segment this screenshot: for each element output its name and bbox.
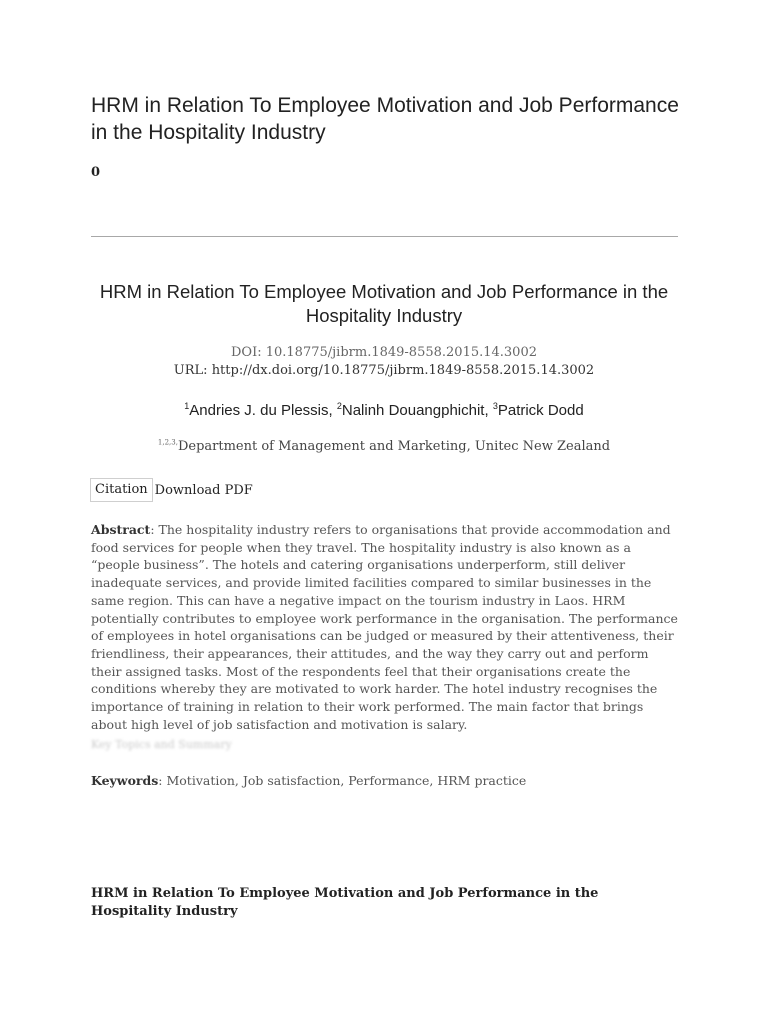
keywords-label: Keywords — [91, 773, 159, 788]
faded-text: Key Topics and Summary — [91, 738, 232, 751]
abstract-label: Abstract — [91, 522, 151, 537]
author-1-marker: 1 — [184, 401, 190, 411]
author-3-marker: 3 — [492, 401, 498, 411]
keywords-colon: : — [158, 773, 167, 788]
author-list — [70, 401, 698, 421]
abstract — [91, 521, 681, 733]
citation-button[interactable]: Citation — [90, 478, 153, 502]
doi-line — [70, 344, 698, 362]
paper-title: HRM in Relation To Employee Motivation and Job Performance in the Hospitality Industry — [99, 281, 669, 326]
section-heading: HRM in Relation To Employee Motivation and Job Performance in the Hospitality Industry — [91, 886, 599, 919]
count-label: 0 — [91, 165, 101, 180]
doi-block — [70, 344, 698, 380]
url-line — [70, 362, 698, 380]
author-1-name: Andries J. du Plessis — [189, 402, 329, 419]
author-2-marker: 2 — [336, 401, 342, 411]
document-title: HRM in Relation To Employee Motivation and Job Performance in the Hospitality Industry — [91, 94, 679, 144]
author-3-name: Patrick Dodd — [497, 402, 584, 419]
author-2-name: Nalinh Douangphichit — [341, 402, 485, 419]
affiliation-text: Department of Management and Marketing, Unitec New Zealand — [177, 439, 611, 454]
abstract-colon: : — [150, 522, 159, 537]
doi-value: 10.18775/jibrm.1849-8558.2015.14.3002 — [265, 345, 537, 360]
url-label: URL: — [173, 363, 208, 378]
divider — [91, 236, 678, 237]
keywords-text: Motivation, Job satisfaction, Performance, HRM practice — [166, 773, 527, 788]
author-separator: , — [328, 402, 337, 419]
keywords — [91, 772, 691, 790]
author-separator: , — [484, 402, 493, 419]
action-bar — [90, 477, 253, 503]
doi-label: DOI: — [230, 345, 262, 360]
abstract-text: The hospitality industry refers to organisations that provide accommodation and food services for people when they travel. The hospitality industry is also known as a “people business”. The hotels and catering organisations underperform, still deliver inadequate services, and provide limited facilities compared to similar businesses in the same region. This can have a negative impact on the tourism industry in Laos. HRM potentially contributes to employee work performance in the organisation. The performance of employees in hotel organisations can be judged or measured by their attentiveness, their friendliness, their appearances, their attitudes, and the way they carry out and perform their assigned tasks. Most of the respondents feel that their organisations create the conditions whereby they are motivated to work harder. The hotel industry recognises the importance of training in relation to their work performed. The main factor that brings about high level of job satisfaction and motivation is salary. — [91, 522, 678, 732]
affiliation — [70, 438, 698, 456]
affiliation-markers: 1,2,3, — [157, 438, 178, 447]
url-link[interactable]: http://dx.doi.org/10.18775/jibrm.1849-8558.2015.14.3002 — [211, 363, 595, 378]
download-pdf-link[interactable]: Download PDF — [154, 482, 253, 498]
